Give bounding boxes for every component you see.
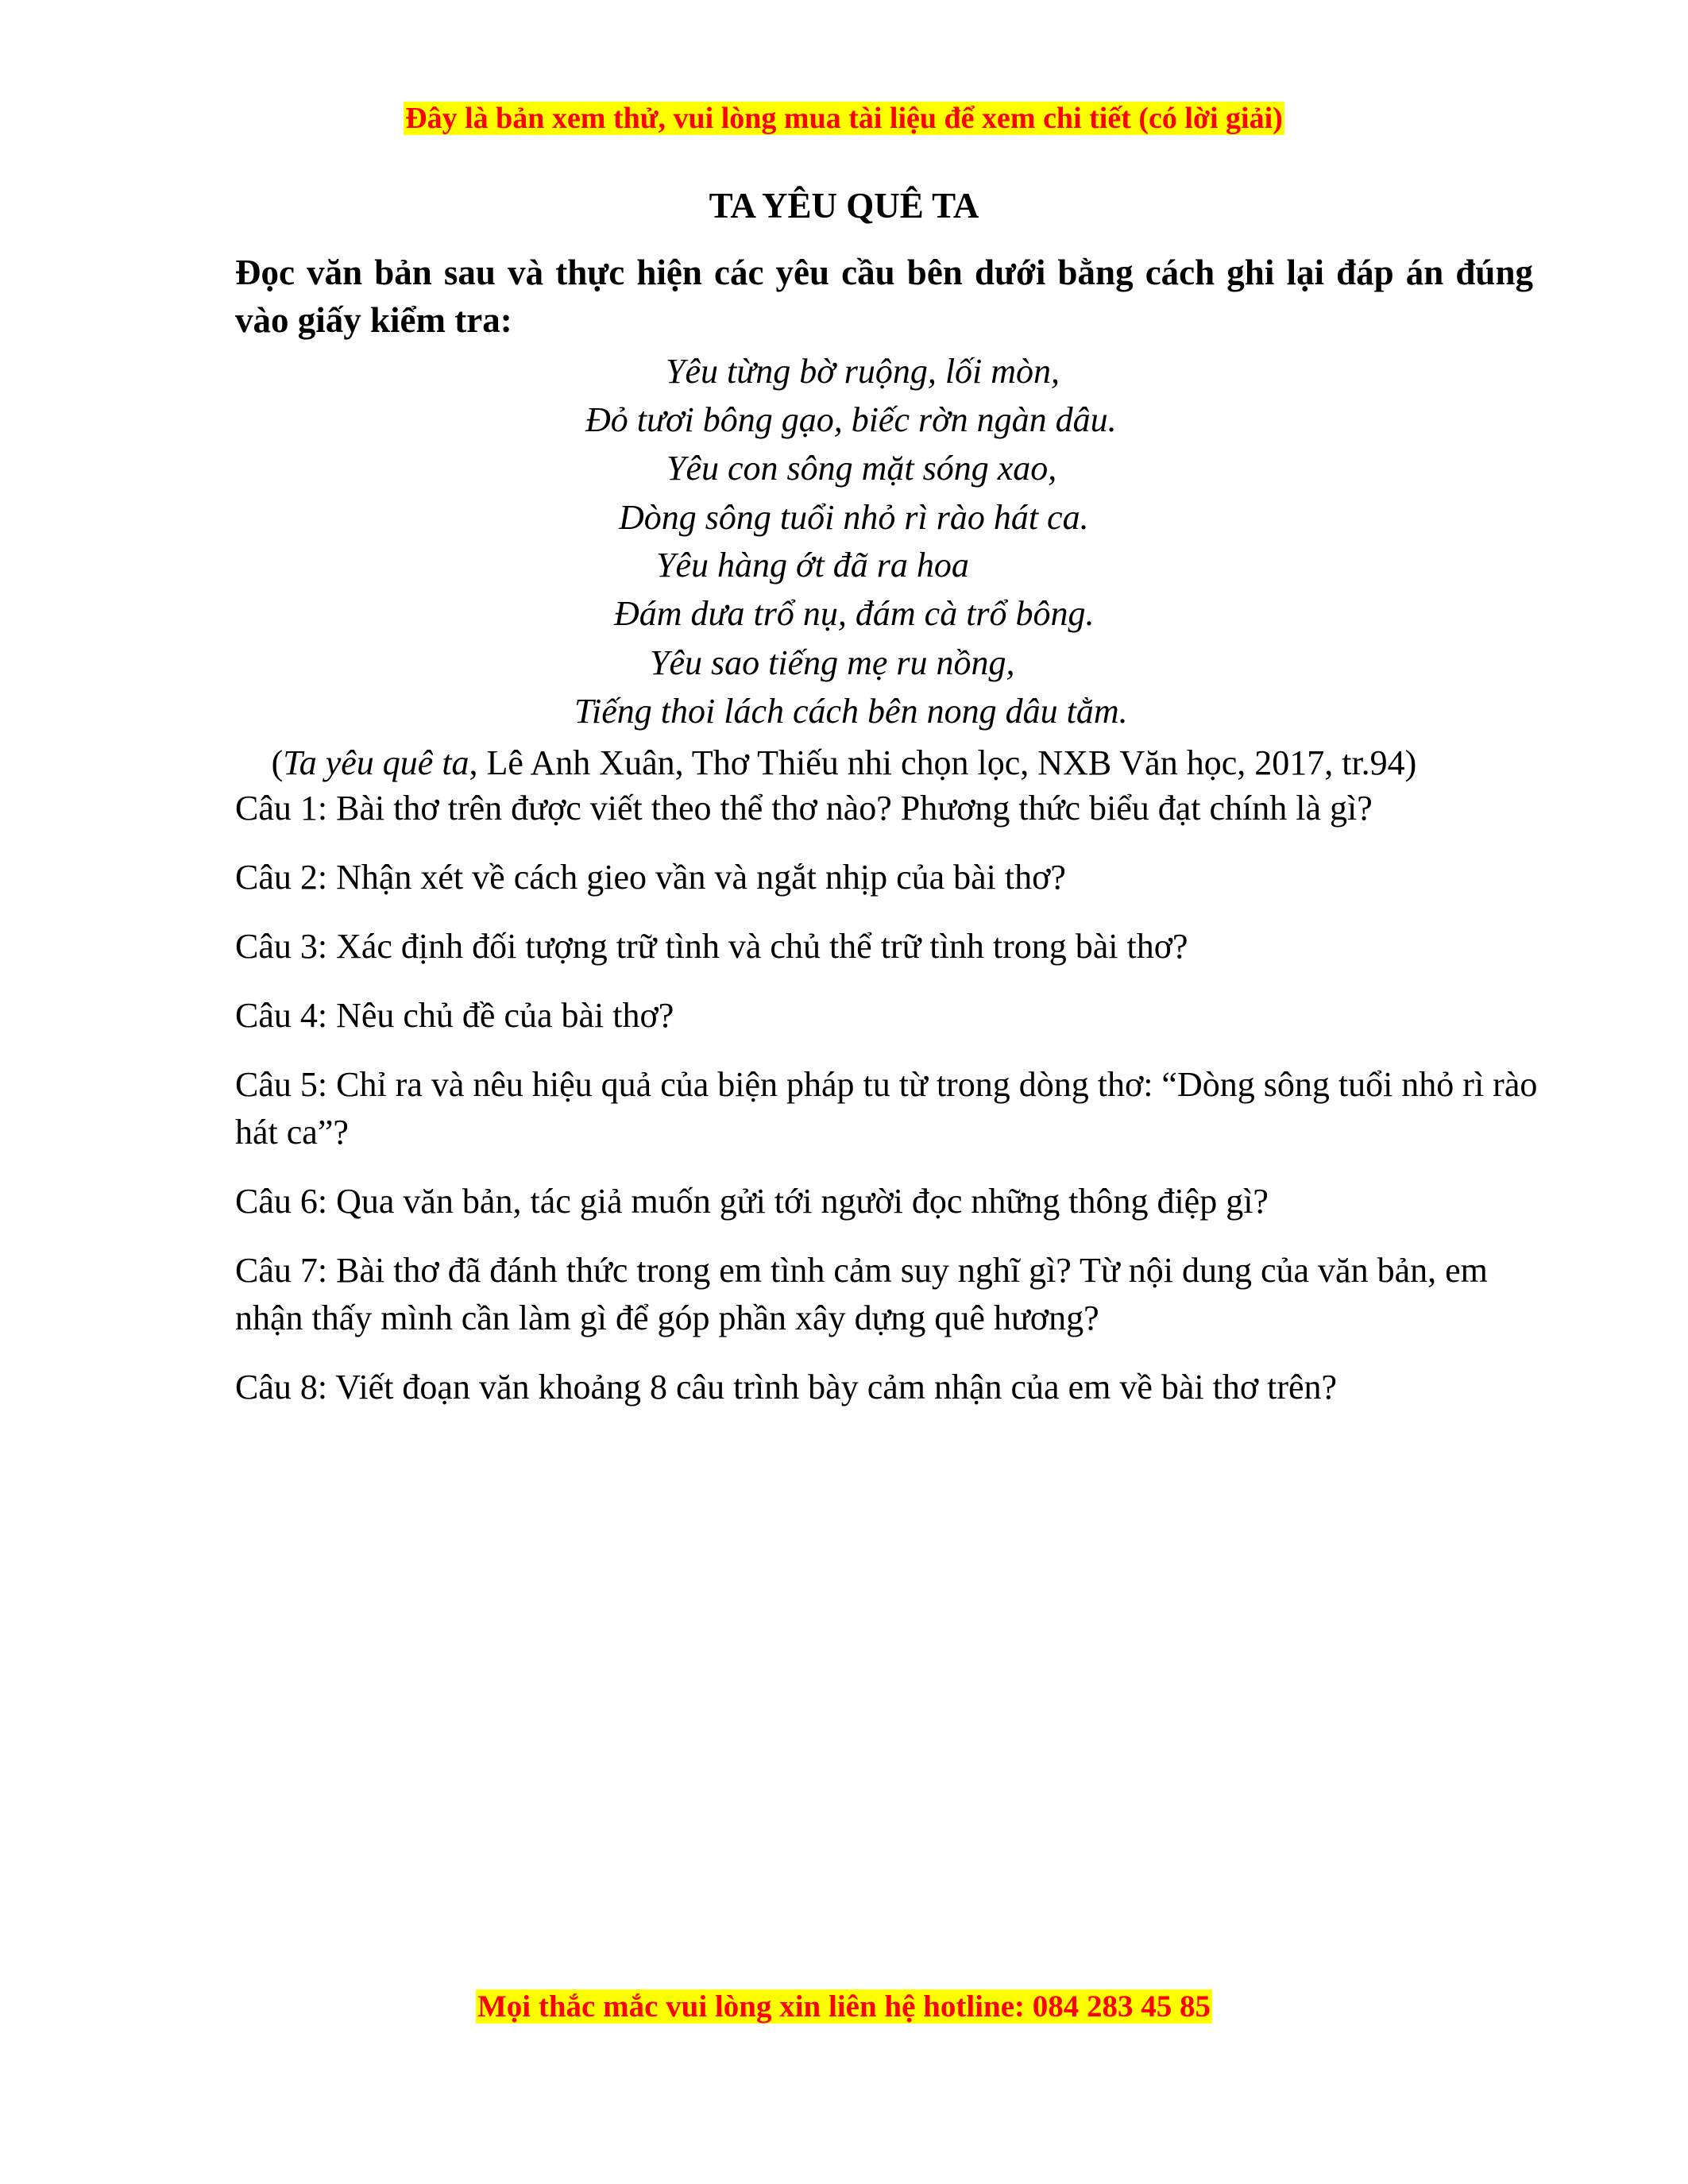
poem-line: Dòng sông tuổi nhỏ rì rào hát ca. [619, 498, 1089, 537]
preview-notice-text: Đây là bản xem thử, vui lòng mua tài liệu để xem chi tiết (có lời giải) [405, 102, 1283, 135]
contact-notice-text: Mọi thắc mắc vui lòng xin liên hệ hotline: 084 283 45 85 [477, 1989, 1211, 2024]
question-5: Câu 5: Chỉ ra và nêu hiệu quả của biện pháp tu từ trong dòng thơ: “Dòng sông tuổi nhỏ rì rào hát ca”? [235, 1065, 1538, 1152]
question-2: Câu 2: Nhận xét về cách gieo vần và ngắt nhịp của bài thơ? [235, 858, 1066, 897]
poem-line: Đám dưa trổ nụ, đám cà trổ bông. [614, 594, 1095, 633]
poem-source [0, 743, 1688, 784]
poem-line: Yêu từng bờ ruộng, lối mòn, [666, 352, 1060, 391]
poem-line: Yêu con sông mặt sóng xao, [666, 449, 1057, 488]
instructions: Đọc văn bản sau và thực hiện các yêu cầu bên dưới bằng cách ghi lại đáp án đúng vào giấy kiểm tra: [235, 253, 1533, 340]
poem-line: Tiếng thoi lách cách bên nong dâu tằm. [574, 692, 1128, 731]
source-details: , Lê Anh Xuân, Thơ Thiếu nhi chọn lọc, NXB Văn học, 2017, tr.94) [469, 743, 1417, 782]
poem-line: Yêu sao tiếng mẹ ru nồng, [650, 643, 1015, 682]
poem-line: Đỏ tươi bông gạo, biếc rờn ngàn dâu. [585, 400, 1117, 439]
question-3: Câu 3: Xác định đối tượng trữ tình và chủ thể trữ tình trong bài thơ? [235, 927, 1188, 966]
source-work-title: Ta yêu quê ta [283, 743, 469, 782]
question-6: Câu 6: Qua văn bản, tác giả muốn gửi tới người đọc những thông điệp gì? [235, 1182, 1269, 1221]
question-4: Câu 4: Nêu chủ đề của bài thơ? [235, 996, 674, 1035]
question-8: Câu 8: Viết đoạn văn khoảng 8 câu trình bày cảm nhận của em về bài thơ trên? [235, 1368, 1338, 1406]
preview-notice [0, 100, 1688, 137]
poem-line: Yêu hàng ớt đã ra hoa [656, 546, 969, 585]
question-7: Câu 7: Bài thơ đã đánh thức trong em tình cảm suy nghĩ gì? Từ nội dung của văn bản, em nhận thấy mình cần làm gì để góp phần xây dựng quê hương? [235, 1251, 1488, 1337]
question-1: Câu 1: Bài thơ trên được viết theo thể thơ nào? Phương thức biểu đạt chính là gì? [235, 789, 1373, 828]
contact-notice [0, 1989, 1688, 2025]
document-title: TA YÊU QUÊ TA [709, 186, 979, 226]
source-open: ( [271, 743, 284, 782]
